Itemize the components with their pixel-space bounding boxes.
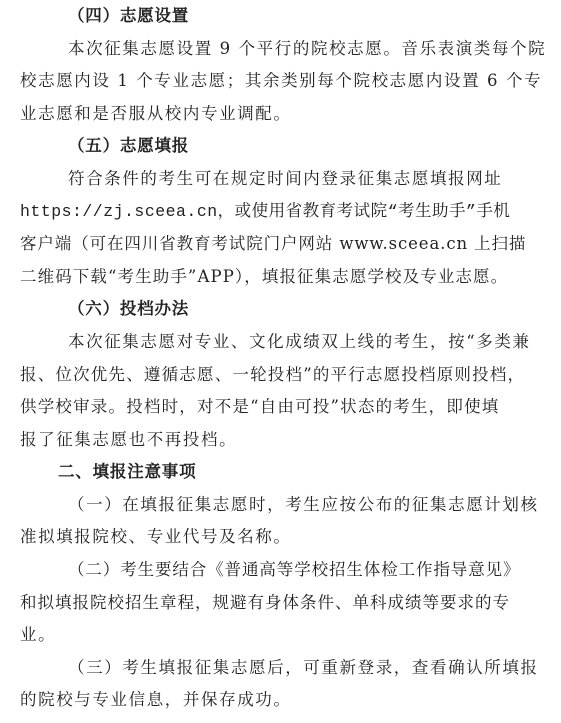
paragraph-line: 业志愿和是否服从校内专业调配。 bbox=[20, 103, 292, 123]
paragraph-line: 供学校审录。投档时，对不是“自由可投”状态的考生，即使填 bbox=[20, 397, 500, 417]
paragraph-line: 本次征集志愿设置 9 个平行的院校志愿。音乐表演类每个院 bbox=[68, 38, 547, 58]
note-item-2-line: 和拟填报院校招生章程，规避有身体条件、单科成绩等要求的专 bbox=[20, 592, 510, 612]
paragraph-line: 校志愿内设 1 个专业志愿；其余类别每个院校志愿内设置 6 个专 bbox=[20, 71, 543, 91]
note-item-2-line: （二）考生要结合《普通高等学校招生体检工作指导意见》 bbox=[68, 560, 521, 580]
note-item-3-line: （三）考生填报征集志愿后，可重新登录，查看确认所填报 bbox=[68, 657, 539, 677]
note-item-2-line: 业。 bbox=[20, 625, 57, 645]
note-item-3-line: 的院校与专业信息，并保存成功。 bbox=[20, 690, 292, 710]
section-heading-volunteer-filling: （五）志愿填报 bbox=[68, 136, 190, 156]
note-item-1-line: （一）在填报征集志愿时，考生应按公布的征集志愿计划核 bbox=[68, 494, 539, 514]
paragraph-line: 报了征集志愿也不再投档。 bbox=[20, 429, 238, 449]
paragraph-line: 符合条件的考生可在规定时间内登录征集志愿填报网址 bbox=[68, 168, 503, 188]
paragraph-line: 二维码下载“考生助手”APP），填报征集志愿学校及专业志愿。 bbox=[20, 266, 509, 286]
paragraph-line: 客户端（可在四川省教育考试院门户网站 www.sceea.cn 上扫描 bbox=[20, 234, 527, 254]
section-heading-admission-method: （六）投档办法 bbox=[68, 299, 190, 319]
part-heading-filling-notes: 二、填报注意事项 bbox=[58, 462, 197, 482]
note-item-1-line: 准拟填报院校、专业代号及名称。 bbox=[20, 527, 292, 547]
paragraph-line-with-url: https://zj.sceea.cn，或使用省教育考试院“考生助手”手机 bbox=[20, 201, 511, 221]
paragraph-line: 本次征集志愿对专业、文化成绩双上线的考生，按“多类兼 bbox=[68, 331, 531, 351]
section-heading-volunteer-settings: （四）志愿设置 bbox=[68, 6, 190, 25]
paragraph-line: 报、位次优先、遵循志愿、一轮投档”的平行志愿投档原则投档， bbox=[20, 364, 526, 384]
